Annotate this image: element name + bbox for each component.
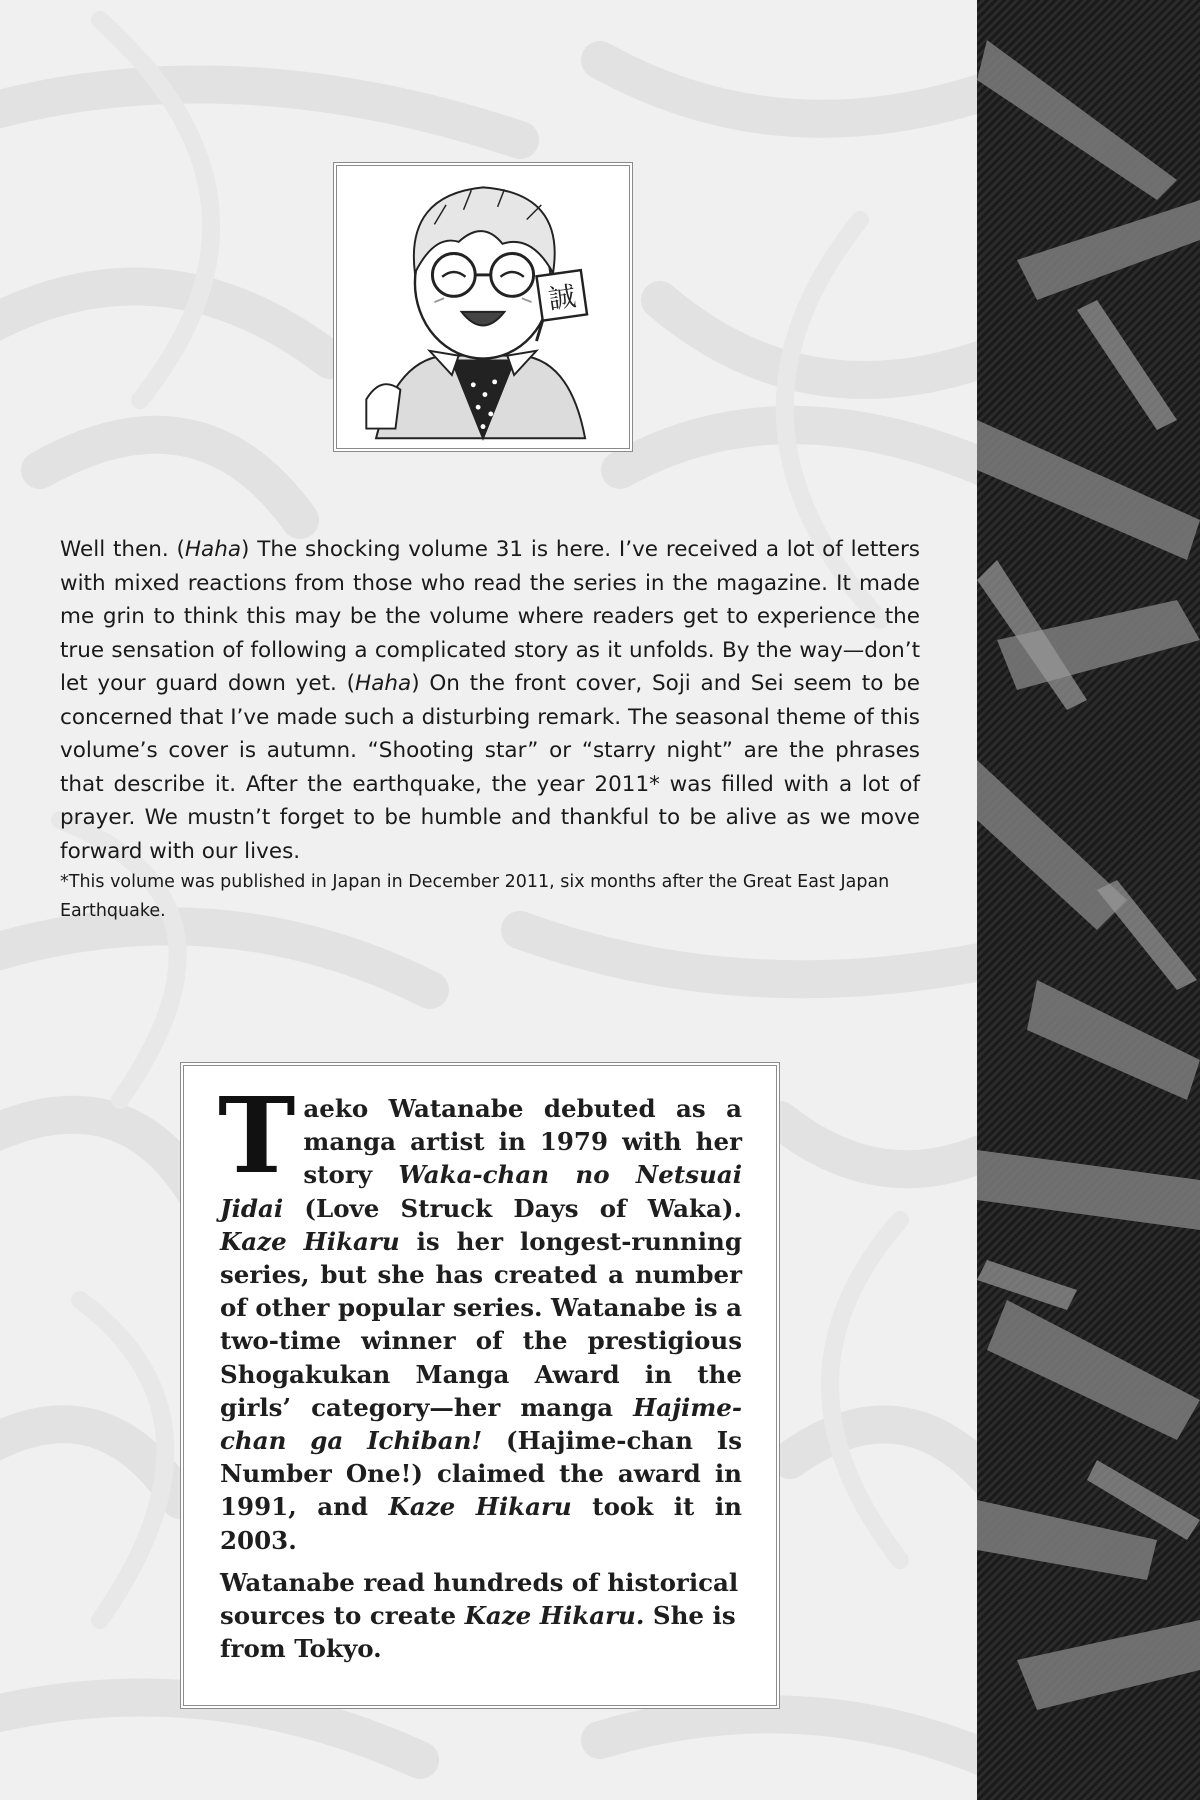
bio-text-span: Watanabe read hundreds of historical sources to create [220, 1568, 739, 1631]
author-bio-box [180, 1062, 780, 1709]
note-text-3: ) On the front cover, Soji and Sei seem to be concerned that I’ve made such a disturbing remark. The seasonal theme of this volume’s cover is autumn. “Shooting star” or “starry night” are the phrases that describe it. After the earthquake, the year 2011* was filled with a lot of prayer. We mustn’t forget to be humble and thankful to be alive as we move forward with our lives. [60, 671, 920, 864]
bio-text-span: took it in 2003. [220, 1492, 742, 1555]
dark-leaf-strip [977, 0, 1200, 1800]
bio-title-kaze: Kaze Hikaru [220, 1226, 400, 1256]
bio-text-span: aeko Watanabe debuted as a manga artist in 1979 with her story [303, 1094, 742, 1190]
footnote: *This volume was published in Japan in December 2011, six months after the Great East Japan Earthquake. [60, 872, 890, 921]
bio-text-span: is her longest-running series, but she has created a number of other popular series. Watanabe is a two-time winner of the prestigious Shogakukan Manga Award in the girls’ category—her manga [220, 1226, 742, 1422]
note-haha-2: Haha [355, 671, 412, 696]
note-text-2: ) The shocking volume 31 is here. I’ve received a lot of letters with mixed reactions from those who read the series in the magazine. It made me grin to think this may be the volume where readers get to experience the true sensation of following a complicated story as it unfolds. By the way—don’t let your guard down yet. ( [60, 537, 920, 696]
bio-title-waka: Waka-chan no Netsuai Jidai [220, 1160, 742, 1223]
note-text-1: Well then. ( [60, 537, 185, 562]
note-haha-1: Haha [184, 537, 242, 562]
author-portrait-illustration [337, 166, 629, 448]
bio-text-span: (Hajime-chan Is Number One!) claimed the award in 1991, and [220, 1426, 742, 1522]
bio-title-kaze-2: Kaze Hikaru [388, 1492, 572, 1522]
bio-text-span: (Love Struck Days of Waka). [283, 1193, 742, 1223]
bio-paragraph-2 [220, 1566, 742, 1666]
bio-paragraph-1 [218, 1074, 742, 1557]
flag-kanji: 誠 [546, 281, 578, 316]
author-portrait [333, 162, 633, 452]
bio-text-span: She is from Tokyo. [220, 1601, 736, 1664]
author-note [60, 533, 920, 868]
drop-cap: T [218, 1074, 296, 1197]
bio-title-hajime: Hajime-chan ga Ichiban! [220, 1392, 742, 1456]
bio-title-kaze-3: Kaze Hikaru. [464, 1601, 645, 1631]
